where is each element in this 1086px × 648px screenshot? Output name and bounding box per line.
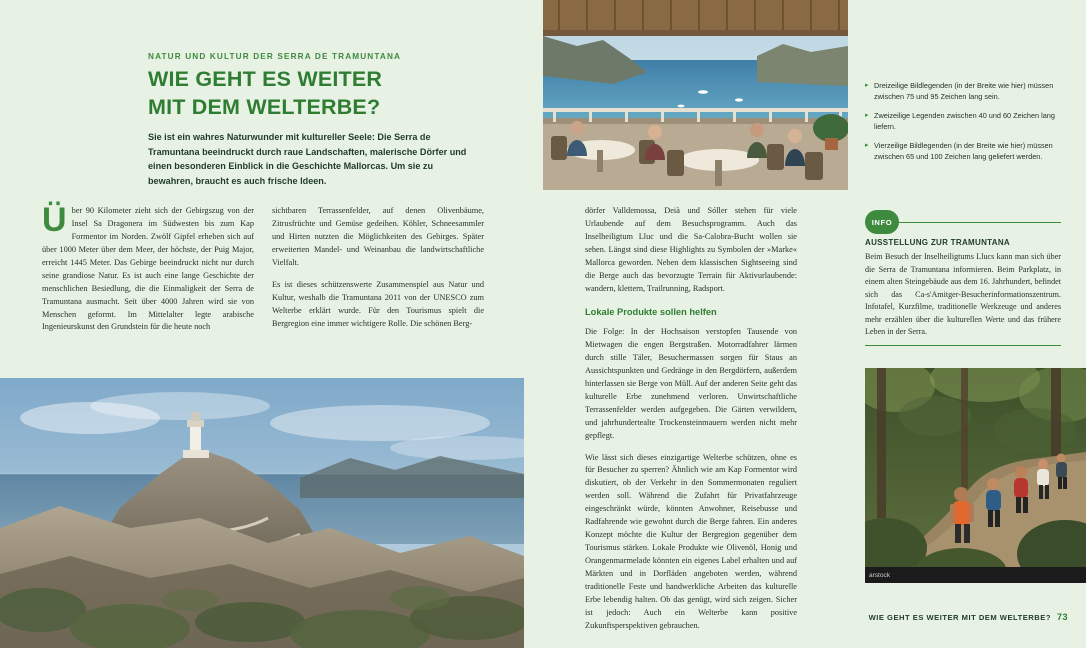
headline-line-2: MIT DEM WELTERBE? <box>148 94 381 119</box>
photo-terrace-illustration <box>543 0 848 190</box>
caption-item <box>865 110 1061 132</box>
photo-lighthouse-coast <box>0 378 524 648</box>
body-column-3 <box>585 205 797 642</box>
folio <box>869 612 1068 622</box>
caption-text: Dreizeilige Bildlegenden (in der Breite wie hier) müssen zwischen 75 und 95 Zeichen lang sein. <box>874 81 1054 102</box>
page-title <box>148 66 508 121</box>
photo-credit: arstock <box>865 567 1086 583</box>
caption-item <box>865 140 1061 162</box>
body-paragraph: sichtbaren Terrassenfelder, auf denen Olivenbäume, Zitrusfrüchte und Gemüse gedeihen. Köhler, Schneesammler und Hirten nutzten die Möglichkeiten des Gebirges. Später erweiterten Mandel- und Weinanbau die landwirtschaftliche Vielfalt. <box>272 206 484 267</box>
article-lede: Sie ist ein wahres Naturwunder mit kultureller Seele: Die Serra de Tramuntana beeindruckt durch raue Landschaften, malerische Dörfer und einen besonderen Einblick in die Geschichte Mallorcas. Um sie zu bewahren, braucht es auch frische Ideen. <box>148 132 467 187</box>
body-paragraph <box>42 201 254 334</box>
running-title: WIE GEHT ES WEITER MIT DEM WELTERBE? <box>868 613 1051 622</box>
photo-trail-runners-illustration <box>865 368 1086 583</box>
body-paragraph-text: ber 90 Kilometer zieht sich der Gebirgszug von der Insel Sa Dragonera im Südwesten bis zum Kap Formentor im Norden. Zwölf Gipfel erheben sich auf über 1000 Meter über dem Meer, der höchste, der Puig Major, erreicht 1445 Meter. Das Gebirge beeindruckt nicht nur durch seine grandiose Natur. Es ist auch eine lange Geschichte der menschlichen Besiedlung, die die Einmaligkeit der Serra de Tramuntana ausmacht. Seit über 4000 Jahren wird sie von Menschen geformt. Im Mittelalter legte arabische Ingenieurskunst den Grundstein für die heute noch <box>42 206 254 332</box>
caption-text: Zweizeilige Legenden zwischen 40 und 60 Zeichen lang liefern. <box>874 111 1055 132</box>
body-paragraph: dörfer Valldemossa, Deià und Sóller stehen für viele Urlaubende auf dem Besuchsprogramm. Auch das Inselheiligtum Lluc und die Sa-Calobra-Bucht wollen sie sehen. Längst sind diese Highlights zu Symbolen der »Marke« Mallorca geworden. Neben dem klassischen Sightseeing sind die Berge auch das bevorzugte Terrain für Aktivurlaubende: wandern, klettern, Trailrunning, Radsport. <box>585 206 797 293</box>
right-page <box>543 0 1086 648</box>
info-box-title: AUSSTELLUNG ZUR TRAMUNTANA <box>865 238 1010 247</box>
body-paragraph: Es ist dieses schützenswerte Zusammenspiel aus Natur und Kultur, weshalb die Tramuntana 2011 von der UNESCO zum Welterbe erklärt wurde. Für den Tourismus spielt die Bergregion eine immer wichtigere Rolle. Die schönen Berg- <box>272 279 484 328</box>
photo-terrace-restaurant <box>543 0 848 190</box>
arrow-right-icon: ▸ <box>865 112 869 120</box>
page-number: 73 <box>1056 612 1068 622</box>
arrow-right-icon: ▸ <box>865 82 869 89</box>
headline-line-1: WIE GEHT ES WEITER <box>148 67 383 91</box>
caption-text: Vierzeilige Bildlegenden (in der Breite wie hier) müssen zwischen 65 und 100 Zeichen lang geliefert werden. <box>874 141 1053 162</box>
arrow-right-icon: ▸ <box>865 142 869 150</box>
caption-item <box>865 80 1061 102</box>
section-subheading: Lokale Produkte sollen helfen <box>585 306 717 317</box>
info-badge: INFO <box>865 210 899 234</box>
photo-caption-list <box>865 80 1061 170</box>
info-box-bottom-rule <box>865 345 1061 346</box>
body-paragraph: Wie lässt sich dieses einzigartige Welterbe schützen, ohne es für Besucher zu sperren? Ähnlich wie am Kap Formentor wird diskutiert, ob der Verkehr in den Sommermonaten reguliert werden soll. Während die Zufahrt für Privatfahrzeuge eingeschränkt würde, könnten Anwohner, Reisebusse und Radfahrende wie gewohnt durch die Berge fahren. Ein anderes Konzept möchte die Kultur der Bergregion gegenüber dem Tourismus stärken. Lokale Produkte wie Olivenöl, Honig und Orangenmarmelade könnten ein eigenes Label erhalten und auf Märkten und in Dorfläden angeboten werden, während traditionelle Feste und handwerkliche Arbeiten das kulturelle Erbe lebendig halten. Ob das genügt, wird sich zeigen. Sicher ist jedoch: Auch ein Welterbe kann positive Zukunftsperspektiven gebrauchen. <box>585 452 797 630</box>
body-column-2 <box>272 205 484 339</box>
photo-trail-runners <box>865 368 1086 583</box>
drop-cap: Ü <box>42 201 67 239</box>
info-box-body: Beim Besuch der Inselheiligtums Llucs kann man sich über die Serra de Tramuntana informieren. Beim Parkplatz, in einem alten Steingebäude aus dem 16. Jahrhundert, befindet sich das Ca-s'Amitger-Besucherinformationszentrum. Infotafel, Kurzfilme, traditionelle Werkzeuge und anderes mehr erzählen über die kulturellen Werte und das frühere Leben in der Serra. <box>865 252 1061 337</box>
photo-lighthouse-illustration <box>0 378 524 648</box>
article-kicker: NATUR UND KULTUR DER SERRA DE TRAMUNTANA <box>148 52 402 61</box>
body-column-1 <box>42 201 254 343</box>
body-paragraph: Die Folge: In der Hochsaison verstopfen Tausende von Mietwagen die engen Bergstraßen. Motorradfahrer lärmen durch stille Täler, Besuchermassen sorgen für Staus an Aussichtspunkten und Gedränge in den Bergdörfern, außerdem hinterlassen sie Berge von Müll. Auf der anderen Seite geht das kulturelle Erbe zunehmend verloren. Unwirtschaftliche Terrassenfelder werden aufgegeben. Die Gärten verwildern, und jahrhundertealte Trockensteinmauern werden nicht mehr gepflegt. <box>585 327 797 440</box>
